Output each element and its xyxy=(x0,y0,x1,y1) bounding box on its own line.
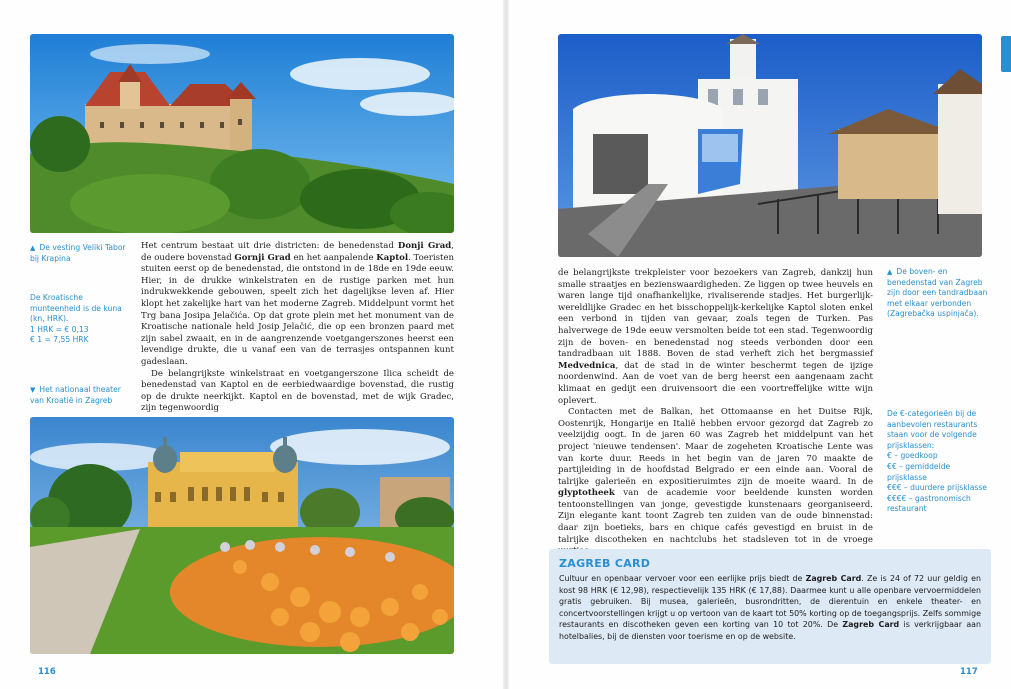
photo-funicular xyxy=(558,34,982,257)
price-gastronomic: €€€€ – gastronomisch restaurant xyxy=(887,493,971,514)
book-gutter xyxy=(503,0,509,689)
right-paragraph-2: Contacten met de Balkan, het Ottomaanse en het Duitse Rijk, Oostenrijk, Hongarije en Italië hebben ervoor gezorgd dat Zagreb zo veelzijdig oogt. In de jaren 60 was Zagreb het middelpunt van het project 'nieuwe tendensen'. Maar de zogeheten Kroatische Lente was van korte duur. Reeds in het begin van de jaren 70 maakte de partijleiding in de hoofdstad Belgrado er een einde aan. Vooral de talrijke galerieën en expositieruimtes zijn de moeite waard. In de glyptotheek van de academie voor beeldende kunsten worden tentoonstellingen van jonge, gevestigde kunstenaars georganiseerd. Zijn elegante kant toont Zagreb ten zuiden van de oude binnenstad: daar zijn boetieks, bars en chique cafés gevestigd en bruist in de talrijke discotheken en nachtclubs het stadsleven tot in de vroege xyxy=(558,407,873,545)
left-body-text xyxy=(141,241,454,415)
term-donji-grad: Donji Grad xyxy=(397,241,452,251)
caption-kuna-rate-1: 1 HRK = € 0,13 xyxy=(30,324,89,334)
term-kaptol: Kaptol xyxy=(376,252,409,263)
zagreb-card-text: Cultuur en openbaar vervoer voor een eerlijke prijs biedt de Zagreb Card. Ze is 24 of 72 uur geldig en kost 98 HRK (€ 12,98), respectievelijk 135 HRK (€ 17,88). Daarmee kunt u alle openbare vervoermiddelen gratis gebruiken. Bij musea, galerieën, busrondritten, de dierentuin en enkele theater- en concertvoorstellingen krijgt u op vertoon van de kaart tot 50% korting op de toegangsprijs. Zelfs sommige restaurants en discotheken geven een korting van 10 tot 20%. De Zagreb Card is verkrijgbaar aan hotelbalies, bij de diensten voor toerisme en op de website. xyxy=(559,574,981,641)
caption-kuna-rate-2: € 1 = 7,55 HRK xyxy=(30,335,89,345)
caption-veliki-tabor: ▲ De vesting Veliki Tabor bij Krapina xyxy=(30,243,126,263)
left-page-number: 116 xyxy=(38,667,56,677)
term-glyptotheek: glyptotheek xyxy=(558,488,615,499)
zagreb-card-title: ZAGREB CARD xyxy=(559,557,651,570)
caption-kuna-title: De Kroatische munteenheid is de kuna (kn, HRK). xyxy=(30,293,122,324)
zagreb-card-box xyxy=(549,549,991,664)
price-expensive: €€€ – duurdere prijsklasse xyxy=(887,483,987,493)
triangle-up-icon: ▲ xyxy=(887,268,893,276)
left-paragraph-1: Het centrum bestaat uit drie districten: de benedenstad Donji Grad, de oudere bovenstad Gornji Grad en het aanpalende Kaptol. Toeristen stuiten eerst op de benedenstad, die ontstond in de 18de en 19de eeuw. Hier, in de drukke winkelstraten en de rustige parken met hun indrukwekkende gebouwen, speelt zich het dagelijkse leven af. Hier klopt het zakelijke hart van het moderne Zagreb. Middelpunt vormt het Trg bana Josipa Jelačića. Op dat grote plein met het monument van de Kroatische nationale held Josip Jelačić, die op een bronzen paard met zijn sabel zwaait, en in de aangrenzende voetgangerszones heerst een levendige drukte, die u vanaf een van de terrasjes ontspannen kunt gadeslaan. xyxy=(141,241,455,367)
price-intro: De €-categorieën bij de aanbevolen restaurants staan voor de volgende prijsklassen: xyxy=(887,409,978,450)
caption-kuna xyxy=(30,293,130,346)
chapter-tab xyxy=(1001,36,1011,72)
left-paragraph-2: De belangrijkste winkelstraat en voetgangerszone Ilica scheidt de benedenstad van Kaptol en de eerbiedwaardige bovenstad, die rustig op de drukte neerkijkt. Kaptol en de bovenstad, met de wijk Gradec, zijn tegenwoordig xyxy=(141,368,454,414)
term-gornji-grad: Gornji Grad xyxy=(234,252,291,263)
right-body-text xyxy=(558,268,873,558)
photo-veliki-tabor-castle xyxy=(30,34,454,233)
triangle-down-icon: ▼ xyxy=(30,386,36,394)
triangle-up-icon: ▲ xyxy=(30,244,36,252)
right-page-number: 117 xyxy=(960,667,978,677)
price-medium: €€ – gemiddelde prijsklasse xyxy=(887,461,951,482)
term-medvednica: Medvednica xyxy=(558,360,616,371)
caption-price-categories xyxy=(887,409,991,515)
caption-tandradbaan: ▲ De boven- en benedenstad van Zagreb zijn door een tandradbaan met elkaar verbonden (Zagrebačka uspinjača). xyxy=(887,267,988,319)
price-cheap: € – goedkoop xyxy=(887,451,938,461)
right-paragraph-1: de belangrijkste trekpleister voor bezoekers van Zagreb, dankzij hun smalle straatjes en bezienswaardigheden. Ze liggen op twee heuvels en waren lange tijd onafhankelijke, rivaliserende stadjes. Het burgerlijk-wereldlijke Gradec en het bisschoppelijk-kerkelijke Kaptol sloten enkel een verbond in tijden van gevaar, zoals tegen de Turken. Pas halverwege de 19de eeuw versmolten beide tot een stad. Tegenwoordig zijn de boven- en benedenstad nog steeds verbonden door een tandradbaan uit 1888. Boven de stad verheft zich het bergmassief Medvednica, dat de stad in de winter beschermt tegen de ijzige noordenwind. Aan de voet van de berg heerst een aangenaam zacht klimaat en gedijt een druivensoort die een voortreffelijke witte wijn oplevert. xyxy=(558,268,873,406)
caption-theater: ▼ Het nationaal theater van Kroatië in Zagreb xyxy=(30,385,121,405)
photo-national-theater xyxy=(30,417,454,654)
